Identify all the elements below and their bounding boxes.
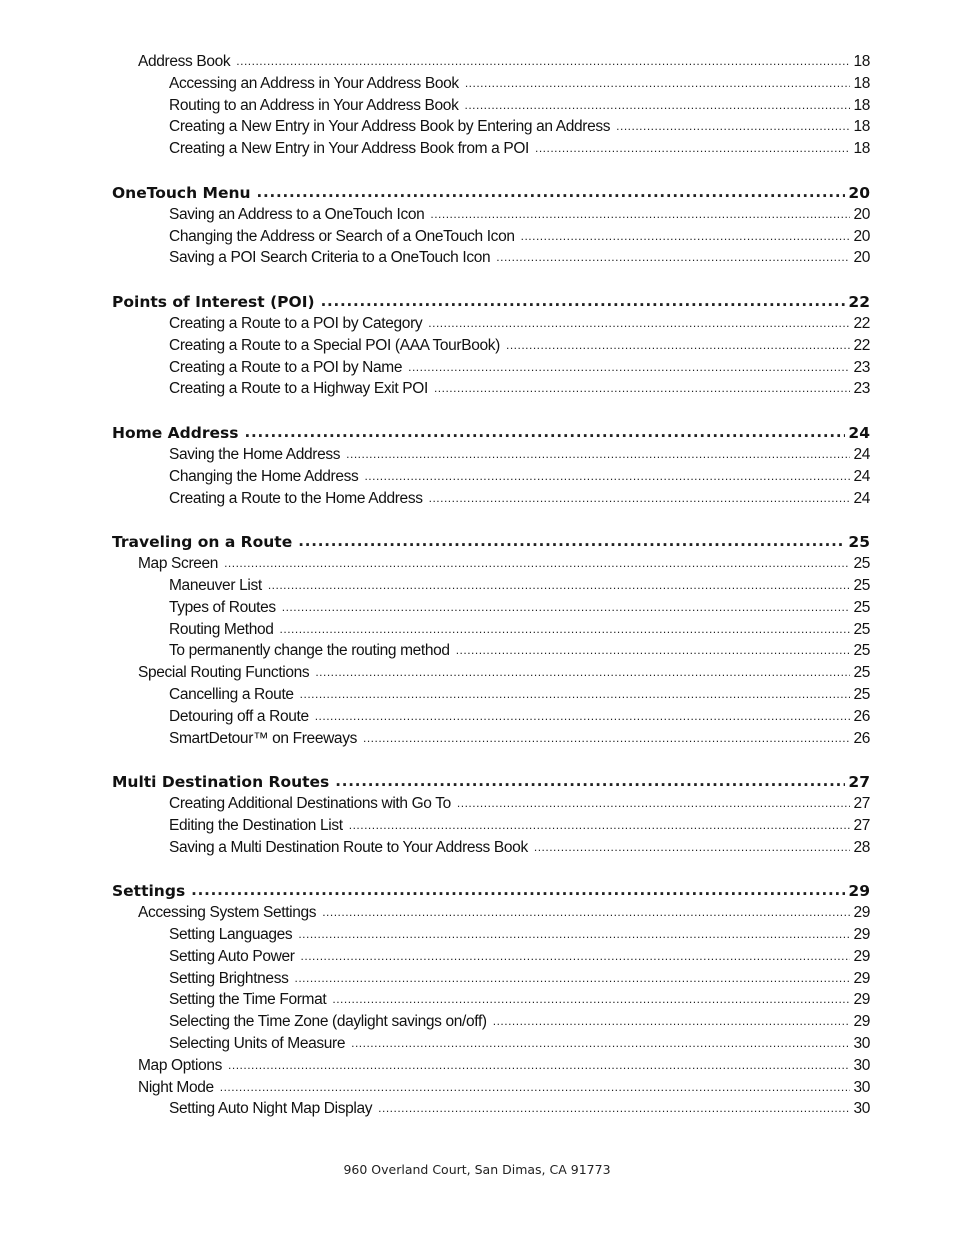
toc-page-number: 29 [853,904,870,922]
toc-entry-title: Maneuver List [169,576,262,594]
toc-entry-title: Home Address [112,423,239,442]
toc-dot-leader [464,95,850,117]
toc-dot-leader [321,290,846,312]
toc-entry-title: Changing the Home Address [169,467,359,485]
toc-page-number: 24 [853,445,870,463]
toc-dot-leader [506,335,850,357]
toc-dot-leader [429,488,851,510]
toc-subsection-entry[interactable] [0,553,954,575]
toc-page-number: 20 [853,205,870,223]
toc-topic-entry[interactable] [0,837,954,859]
toc-dot-leader [236,51,850,73]
toc-entry-title: Changing the Address or Search of a OneTouch Icon [169,227,515,245]
toc-topic-entry[interactable] [0,684,954,706]
toc-topic-entry[interactable] [0,989,954,1011]
toc-page-number: 30 [853,1056,870,1074]
toc-topic-entry[interactable] [0,619,954,641]
toc-dot-leader [298,924,850,946]
toc-dot-leader [351,1033,850,1055]
toc-topic-entry[interactable] [0,204,954,226]
toc-topic-entry[interactable] [0,815,954,837]
toc-page-number: 25 [853,642,870,660]
toc-entry-title: Map Options [138,1056,223,1074]
toc-entry-title: Creating a Route to a POI by Category [169,314,423,332]
toc-entry-title: Special Routing Functions [138,664,310,682]
toc-dot-leader [244,421,845,443]
toc-topic-entry[interactable] [0,357,954,379]
toc-page-number: 26 [853,707,870,725]
toc-dot-leader [378,1098,850,1120]
toc-topic-entry[interactable] [0,73,954,95]
toc-dot-leader [457,793,851,815]
toc-dot-leader [301,946,851,968]
toc-topic-entry[interactable] [0,946,954,968]
toc-entry-title: Routing to an Address in Your Address Book [169,96,459,114]
section-gap [0,749,954,771]
toc-entry-title: OneTouch Menu [112,183,251,202]
toc-dot-leader [280,619,851,641]
toc-topic-entry[interactable] [0,728,954,750]
toc-topic-entry[interactable] [0,95,954,117]
toc-dot-leader [616,116,850,138]
toc-entry-title: Creating a New Entry in Your Address Book from a POI [169,140,530,158]
toc-entry-title: Creating a New Entry in Your Address Book by Entering an Address [169,118,611,136]
table-of-contents [0,51,954,1120]
toc-entry-title: Traveling on a Route [112,533,293,552]
toc-page-number: 25 [853,685,870,703]
toc-subsection-entry[interactable] [0,1055,954,1077]
toc-dot-leader [322,902,850,924]
toc-entry-title: Routing Method [169,620,274,638]
toc-entry-title: Setting Auto Night Map Display [169,1100,373,1118]
toc-page-number: 18 [853,53,870,70]
toc-entry-title: Setting Auto Power [169,947,295,965]
toc-entry-title: Cancelling a Route [169,685,294,703]
toc-dot-leader [349,815,851,837]
toc-page-number: 24 [853,467,870,485]
toc-dot-leader [295,968,851,990]
toc-page-number: 29 [853,991,870,1009]
toc-topic-entry[interactable] [0,924,954,946]
toc-entry-title: Selecting Units of Measure [169,1035,346,1053]
toc-entry-title: Detouring off a Route [169,707,309,725]
toc-entry-title: Map Screen [138,555,219,573]
toc-page-number: 30 [853,1035,870,1053]
toc-topic-entry[interactable] [0,597,954,619]
toc-topic-entry[interactable] [0,116,954,138]
toc-page-number: 27 [853,816,870,834]
toc-subsection-entry[interactable] [0,662,954,684]
toc-topic-entry[interactable] [0,313,954,335]
toc-entry-title: Saving the Home Address [169,445,341,463]
toc-dot-leader [428,313,850,335]
toc-page-number: 18 [853,96,870,114]
toc-dot-leader [282,597,851,619]
toc-page-number: 23 [853,380,870,398]
toc-page-number: 25 [853,576,870,594]
toc-page-number: 23 [853,358,870,376]
toc-page-number: 29 [853,947,870,965]
page-footer-address: 960 Overland Court, San Dimas, CA 91773 [343,1162,611,1177]
toc-entry-title: Settings [112,882,186,901]
toc-topic-entry[interactable] [0,1098,954,1120]
toc-topic-entry[interactable] [0,706,954,728]
toc-entry-title: Creating a Route to a POI by Name [169,358,403,376]
toc-entry-title: Types of Routes [169,598,276,616]
toc-dot-leader [534,837,851,859]
toc-dot-leader [535,138,850,160]
toc-entry-title: Night Mode [138,1078,214,1096]
toc-page-number: 20 [853,249,870,267]
toc-entry-title: Creating a Route to the Home Address [169,489,423,507]
toc-topic-entry[interactable] [0,1011,954,1033]
toc-topic-entry[interactable] [0,444,954,466]
toc-dot-leader [315,706,851,728]
toc-page-number: 25 [853,598,870,616]
toc-page-number: 20 [848,183,870,202]
toc-dot-leader [315,662,850,684]
toc-page-number: 22 [853,314,870,332]
toc-page-number: 29 [853,926,870,944]
toc-dot-leader [408,357,850,379]
toc-dot-leader [300,684,851,706]
toc-entry-title: To permanently change the routing method [169,642,450,660]
section-gap [0,269,954,291]
toc-dot-leader [465,73,851,95]
toc-topic-entry[interactable] [0,138,954,160]
toc-dot-leader [496,247,850,269]
toc-entry-title: Selecting the Time Zone (daylight savings on/off) [169,1013,487,1031]
toc-page-number: 22 [848,292,870,311]
toc-topic-entry[interactable] [0,1033,954,1055]
toc-topic-entry[interactable] [0,968,954,990]
toc-page-number: 18 [853,74,870,92]
toc-topic-entry[interactable] [0,226,954,248]
toc-topic-entry[interactable] [0,575,954,597]
toc-dot-leader [257,181,846,203]
toc-dot-leader [456,640,851,662]
toc-page-number: 18 [853,118,870,136]
section-gap [0,400,954,422]
toc-dot-leader [364,466,850,488]
toc-entry-title: Saving an Address to a OneTouch Icon [169,205,425,223]
toc-section-entry[interactable] [0,771,954,793]
toc-dot-leader [298,530,845,552]
section-gap [0,509,954,531]
toc-page-number: 20 [853,227,870,245]
toc-page-number: 29 [853,969,870,987]
toc-subsection-entry[interactable] [0,902,954,924]
toc-section-entry[interactable] [0,291,954,313]
toc-topic-entry[interactable] [0,793,954,815]
toc-dot-leader [191,879,845,901]
toc-dot-leader [228,1055,850,1077]
toc-section-entry[interactable] [0,880,954,902]
toc-dot-leader [332,989,850,1011]
toc-entry-title: Creating Additional Destinations with Go To [169,795,451,813]
toc-entry-title: Address Book [138,53,231,70]
toc-dot-leader [224,553,850,575]
toc-page-number: 27 [848,773,870,792]
toc-entry-title: Accessing an Address in Your Address Book [169,74,459,92]
toc-page-number: 25 [853,555,870,573]
toc-dot-leader [346,444,850,466]
toc-topic-entry[interactable] [0,488,954,510]
toc-subsection-entry[interactable] [0,1077,954,1099]
toc-topic-entry[interactable] [0,335,954,357]
toc-page-number: 24 [853,489,870,507]
toc-entry-title: Creating a Route to a Highway Exit POI [169,380,428,398]
toc-page-number: 30 [853,1100,870,1118]
toc-dot-leader [335,770,845,792]
toc-entry-title: Editing the Destination List [169,816,343,834]
toc-page-number: 30 [853,1078,870,1096]
toc-entry-title: Setting Languages [169,926,293,944]
toc-page-number: 25 [853,620,870,638]
section-gap [0,160,954,182]
toc-topic-entry[interactable] [0,247,954,269]
toc-section-entry[interactable] [0,422,954,444]
toc-entry-title: Setting Brightness [169,969,289,987]
toc-dot-leader [268,575,851,597]
toc-page-number: 22 [853,336,870,354]
toc-page-number: 26 [853,729,870,747]
toc-entry-title: Points of Interest (POI) [112,292,315,311]
toc-dot-leader [430,204,850,226]
toc-entry-title: SmartDetour™ on Freeways [169,729,357,747]
toc-section-entry[interactable] [0,182,954,204]
toc-page-number: 27 [853,795,870,813]
toc-entry-title: Saving a Multi Destination Route to Your Address Book [169,838,528,856]
toc-dot-leader [493,1011,851,1033]
toc-page-number: 18 [853,140,870,158]
toc-entry-title: Multi Destination Routes [112,773,330,792]
toc-page-number: 29 [853,1013,870,1031]
toc-entry-title: Creating a Route to a Special POI (AAA TourBook) [169,336,500,354]
section-gap [0,859,954,881]
toc-topic-entry[interactable] [0,640,954,662]
toc-entry-title: Setting the Time Format [169,991,327,1009]
toc-topic-entry[interactable] [0,378,954,400]
toc-page-number: 28 [853,838,870,856]
toc-dot-leader [434,378,851,400]
toc-entry-title: Saving a POI Search Criteria to a OneTouch Icon [169,249,491,267]
toc-section-entry[interactable] [0,531,954,553]
toc-dot-leader [220,1077,851,1099]
toc-page-number: 29 [848,882,870,901]
toc-page-number: 25 [853,664,870,682]
toc-entry-title: Accessing System Settings [138,904,317,922]
toc-subsection-entry[interactable] [0,51,954,73]
toc-dot-leader [363,728,850,750]
toc-dot-leader [521,226,851,248]
toc-page-number: 25 [848,533,870,552]
toc-topic-entry[interactable] [0,466,954,488]
toc-page-number: 24 [848,423,870,442]
